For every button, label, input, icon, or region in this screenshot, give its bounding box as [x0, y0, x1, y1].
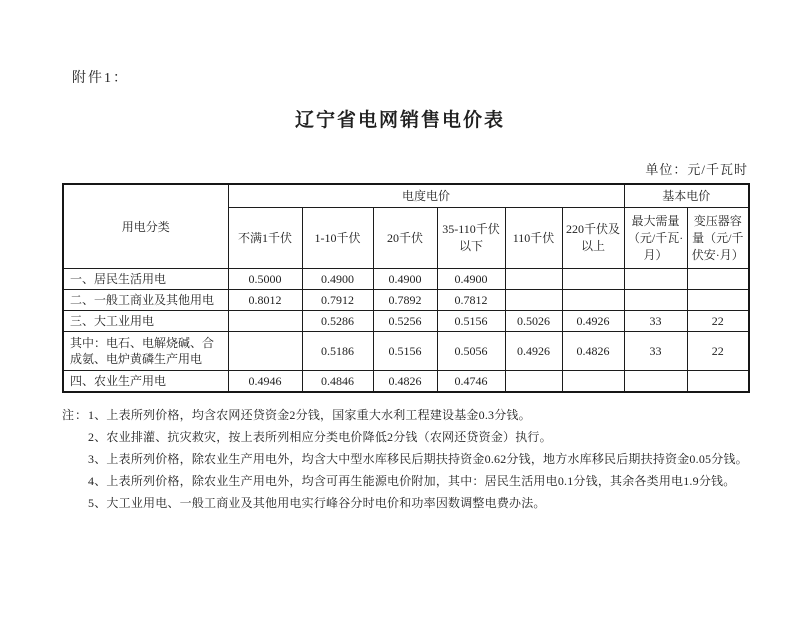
- col-header-35-110kv: 35-110千伏以下: [437, 208, 505, 269]
- cell-value: 0.4926: [562, 311, 624, 332]
- cell-value: 0.4900: [373, 269, 437, 290]
- cell-value: 0.4946: [228, 371, 302, 393]
- note-item-2: 2、农业排灌、抗灾救灾，按上表所列相应分类电价降低2分钱（农网还贷资金）执行。: [88, 430, 552, 444]
- col-header-max-demand: 最大需量（元/千瓦·月）: [624, 208, 687, 269]
- attachment-label: 附件1：: [72, 71, 129, 86]
- cell-value: [687, 269, 749, 290]
- col-header-transformer-capacity: 变压器容量（元/千伏安·月）: [687, 208, 749, 269]
- cell-value: [562, 371, 624, 393]
- row-label: 四、农业生产用电: [63, 371, 228, 393]
- cell-value: [505, 269, 562, 290]
- cell-value: [228, 332, 302, 371]
- cell-value: [687, 371, 749, 393]
- cell-value: 0.5156: [373, 332, 437, 371]
- cell-value: [624, 371, 687, 393]
- cell-value: [624, 269, 687, 290]
- basic-price-group-header: 基本电价: [624, 184, 749, 208]
- cell-value: 0.5256: [373, 311, 437, 332]
- col-header-110kv: 110千伏: [505, 208, 562, 269]
- cell-value: 0.5286: [302, 311, 373, 332]
- table-row-special-industry: [63, 332, 749, 371]
- cell-value: 33: [624, 311, 687, 332]
- table-row-residential: [63, 269, 749, 290]
- note-item-3: 3、上表所列价格，除农业生产用电外，均含大中型水库移民后期扶持资金0.62分钱，地方水库移民后期扶持资金0.05分钱。: [88, 452, 748, 466]
- table-row-large-industry: [63, 311, 749, 332]
- cell-value: 0.4900: [302, 269, 373, 290]
- row-label: 其中：电石、电解烧碱、合成氨、电炉黄磷生产用电: [63, 332, 228, 371]
- cell-value: 33: [624, 332, 687, 371]
- page-title: 辽宁省电网销售电价表: [294, 110, 505, 131]
- cell-value: [562, 290, 624, 311]
- cell-value: 22: [687, 332, 749, 371]
- header-group-row: [63, 184, 749, 208]
- cell-value: 0.7912: [302, 290, 373, 311]
- cell-value: 0.4846: [302, 371, 373, 393]
- cell-value: [228, 311, 302, 332]
- cell-value: 0.5186: [302, 332, 373, 371]
- cell-value: 0.4746: [437, 371, 505, 393]
- cell-value: 0.7892: [373, 290, 437, 311]
- energy-price-group-header: 电度电价: [228, 184, 624, 208]
- notes-prefix: 注：: [62, 408, 89, 422]
- row-label: 三、大工业用电: [63, 311, 228, 332]
- row-label: 二、一般工商业及其他用电: [63, 290, 228, 311]
- cell-value: [687, 290, 749, 311]
- col-header-220kv-up: 220千伏及以上: [562, 208, 624, 269]
- cell-value: 0.8012: [228, 290, 302, 311]
- cell-value: 0.7812: [437, 290, 505, 311]
- cell-value: 0.4926: [505, 332, 562, 371]
- cell-value: [624, 290, 687, 311]
- row-label: 一、居民生活用电: [63, 269, 228, 290]
- col-header-20kv: 20千伏: [373, 208, 437, 269]
- note-item-1: 1、上表所列价格，均含农网还贷资金2分钱，国家重大水利工程建设基金0.3分钱。: [88, 408, 531, 422]
- price-table: [62, 183, 750, 393]
- col-header-under-1kv: 不满1千伏: [228, 208, 302, 269]
- unit-label: 单位：元/千瓦时: [645, 162, 748, 177]
- col-header-1-10kv: 1-10千伏: [302, 208, 373, 269]
- notes-list: [88, 404, 748, 514]
- cell-value: [505, 290, 562, 311]
- cell-value: [505, 371, 562, 393]
- cell-value: 0.4900: [437, 269, 505, 290]
- cell-value: 0.5000: [228, 269, 302, 290]
- cell-value: 22: [687, 311, 749, 332]
- notes-section: [62, 404, 800, 514]
- cell-value: 0.5156: [437, 311, 505, 332]
- cell-value: [562, 269, 624, 290]
- note-item-5: 5、大工业用电、一般工商业及其他用电实行峰谷分时电价和功率因数调整电费办法。: [88, 496, 546, 510]
- note-item-4: 4、上表所列价格，除农业生产用电外，均含可再生能源电价附加，其中：居民生活用电0.1分钱，其余各类用电1.9分钱。: [88, 474, 736, 488]
- cell-value: 0.4826: [562, 332, 624, 371]
- cell-value: 0.5026: [505, 311, 562, 332]
- cell-value: 0.4826: [373, 371, 437, 393]
- table-row-agricultural: [63, 371, 749, 393]
- cell-value: 0.5056: [437, 332, 505, 371]
- corner-header: 用电分类: [63, 184, 228, 269]
- table-row-general-commercial: [63, 290, 749, 311]
